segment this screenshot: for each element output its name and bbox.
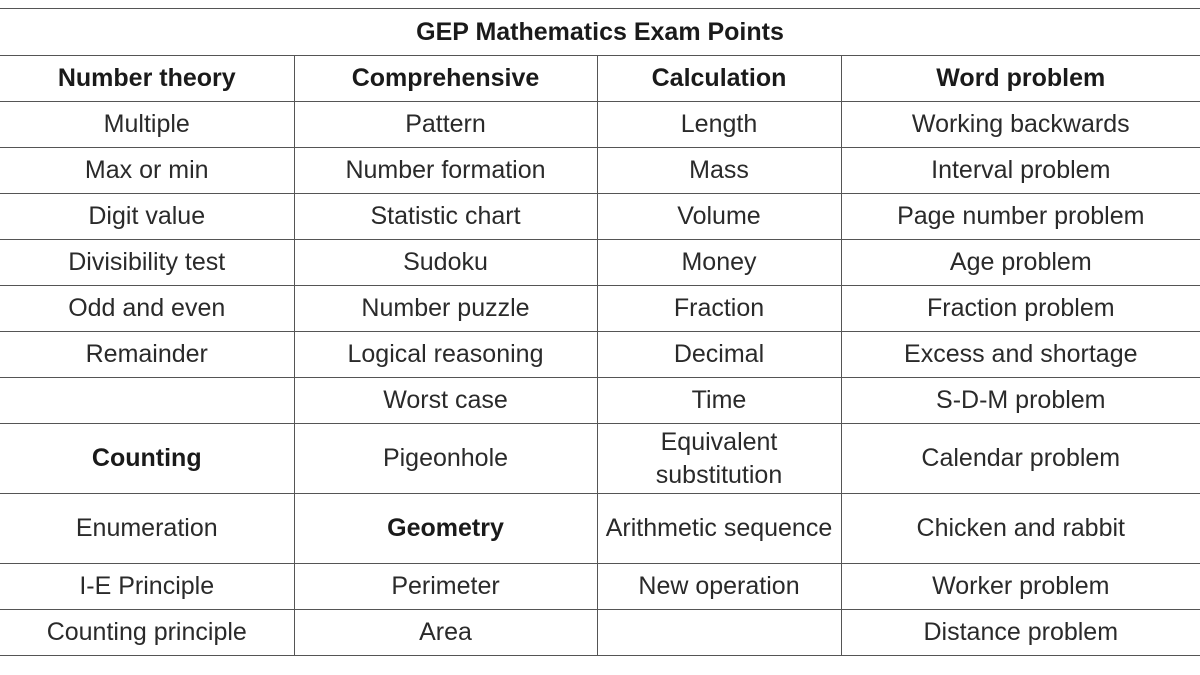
table-cell: Excess and shortage — [841, 332, 1200, 378]
table-cell: Fraction — [597, 286, 841, 332]
table-row — [0, 194, 1200, 240]
table-cell: Length — [597, 102, 841, 148]
table-cell: S-D-M problem — [841, 378, 1200, 424]
table-cell: Worker problem — [841, 564, 1200, 610]
exam-points-table-container — [0, 8, 1200, 656]
table-cell: Statistic chart — [294, 194, 597, 240]
table-cell: Digit value — [0, 194, 294, 240]
table-cell: Mass — [597, 148, 841, 194]
table-cell: Number formation — [294, 148, 597, 194]
table-cell: Counting principle — [0, 610, 294, 656]
table-cell: Interval problem — [841, 148, 1200, 194]
table-cell: New operation — [597, 564, 841, 610]
table-cell: Enumeration — [0, 494, 294, 564]
table-cell: Number puzzle — [294, 286, 597, 332]
table-cell: I-E Principle — [0, 564, 294, 610]
table-cell: Time — [597, 378, 841, 424]
table-cell: Chicken and rabbit — [841, 494, 1200, 564]
table-cell: Money — [597, 240, 841, 286]
table-cell: Remainder — [0, 332, 294, 378]
table-row — [0, 378, 1200, 424]
table-cell: Area — [294, 610, 597, 656]
table-cell: Equivalent substitution — [597, 424, 841, 494]
table-cell: Odd and even — [0, 286, 294, 332]
table-cell — [0, 378, 294, 424]
table-title: GEP Mathematics Exam Points — [0, 9, 1200, 56]
table-cell: Logical reasoning — [294, 332, 597, 378]
table-cell: Distance problem — [841, 610, 1200, 656]
table-cell: Working backwards — [841, 102, 1200, 148]
table-row — [0, 102, 1200, 148]
table-cell: Page number problem — [841, 194, 1200, 240]
table-row — [0, 564, 1200, 610]
table-cell: Age problem — [841, 240, 1200, 286]
table-row — [0, 494, 1200, 564]
column-header-word-problem: Word problem — [841, 56, 1200, 102]
table-cell: Arithmetic sequence — [597, 494, 841, 564]
table-row — [0, 424, 1200, 494]
section-header-counting: Counting — [0, 424, 294, 494]
table-cell: Multiple — [0, 102, 294, 148]
table-cell: Volume — [597, 194, 841, 240]
table-cell: Divisibility test — [0, 240, 294, 286]
table-cell: Sudoku — [294, 240, 597, 286]
column-header-number-theory: Number theory — [0, 56, 294, 102]
table-row — [0, 240, 1200, 286]
table-row — [0, 610, 1200, 656]
table-cell: Max or min — [0, 148, 294, 194]
section-header-geometry: Geometry — [294, 494, 597, 564]
table-cell: Fraction problem — [841, 286, 1200, 332]
table-cell: Perimeter — [294, 564, 597, 610]
table-cell — [597, 610, 841, 656]
table-row — [0, 286, 1200, 332]
column-header-calculation: Calculation — [597, 56, 841, 102]
table-cell: Worst case — [294, 378, 597, 424]
table-cell: Pattern — [294, 102, 597, 148]
table-cell: Calendar problem — [841, 424, 1200, 494]
table-cell: Pigeonhole — [294, 424, 597, 494]
table-cell: Decimal — [597, 332, 841, 378]
column-header-comprehensive: Comprehensive — [294, 56, 597, 102]
table-row — [0, 332, 1200, 378]
exam-points-table — [0, 8, 1200, 656]
table-row — [0, 148, 1200, 194]
